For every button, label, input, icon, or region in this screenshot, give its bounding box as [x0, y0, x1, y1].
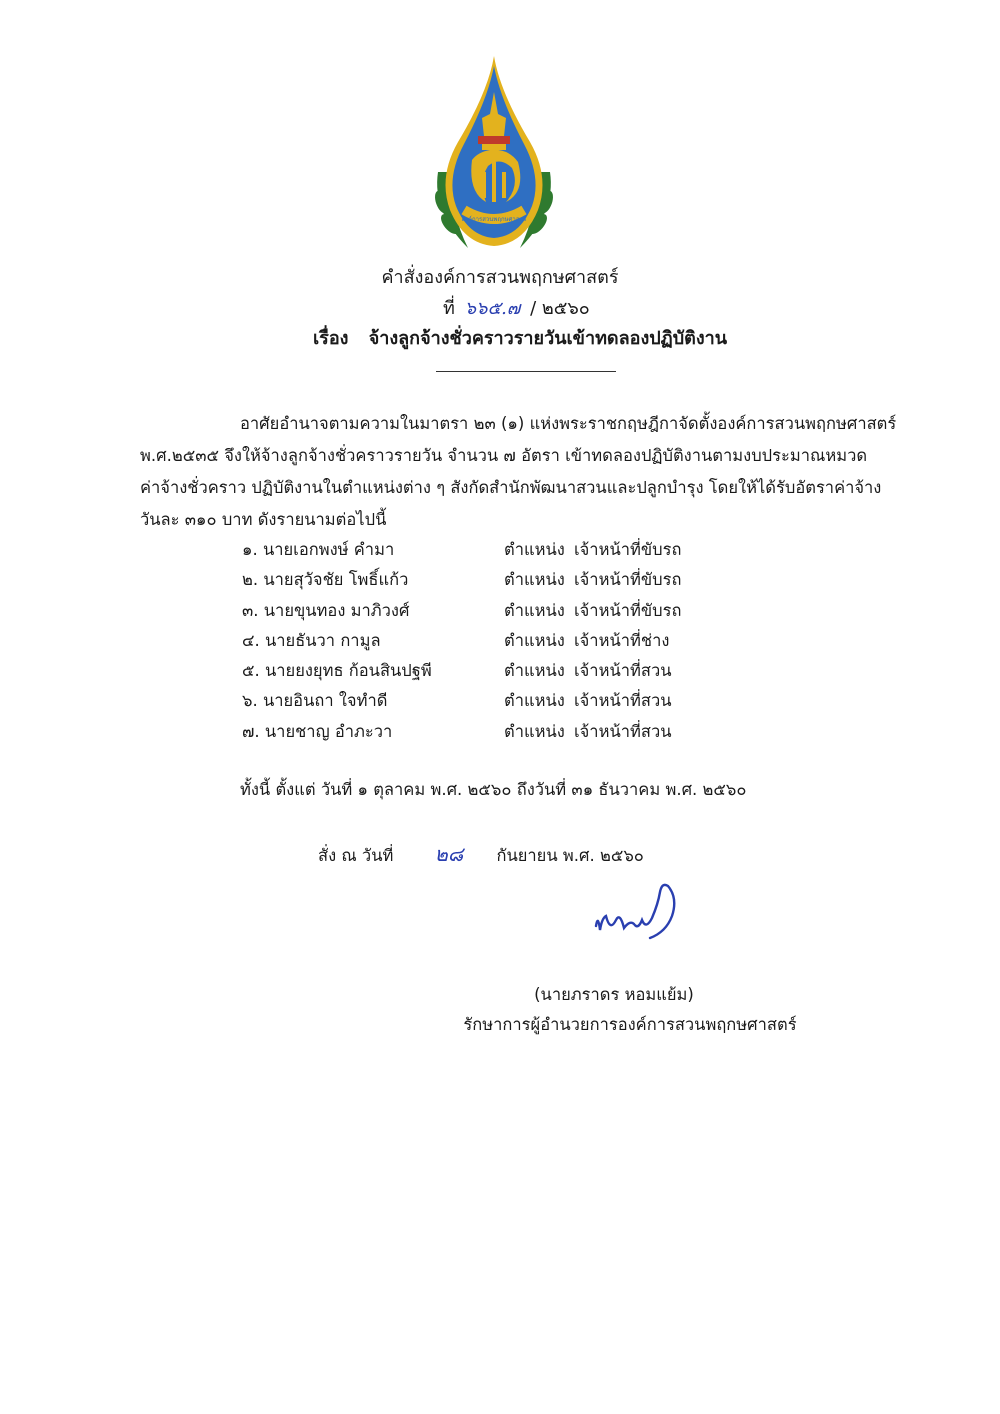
staff-name: ๕. นายยงยุทธ ก้อนสินปฐพี: [242, 661, 432, 681]
subject-text: จ้างลูกจ้างชั่วคราวรายวันเข้าทดลองปฏิบัติงาน: [368, 328, 728, 349]
body-line: อาศัยอำนาจตามความในมาตรา ๒๓ (๑) แห่งพระราชกฤษฎีกาจัดตั้งองค์การสวนพฤกษศาสตร์: [240, 414, 897, 433]
staff-name: ๔. นายธันวา กามูล: [242, 630, 381, 650]
body-paragraph: [140, 408, 920, 536]
order-date-prefix: สั่ง ณ วันที่: [318, 846, 394, 865]
position-label: ตำแหน่ง: [504, 570, 565, 590]
position-label: ตำแหน่ง: [504, 600, 565, 620]
position-label: ตำแหน่ง: [504, 721, 565, 741]
order-number-handwritten: ๖๖๕.๗: [464, 298, 521, 319]
document-title: คำสั่งองค์การสวนพฤกษศาสตร์: [381, 267, 619, 288]
employment-period: ทั้งนี้ ตั้งแต่ วันที่ ๑ ตุลาคม พ.ศ. ๒๕๖๐ ถึงวันที่ ๓๑ ธันวาคม พ.ศ. ๒๕๖๐: [240, 780, 747, 799]
staff-name: ๓. นายขุนทอง มาภิวงศ์: [242, 600, 410, 620]
staff-name: ๑. นายเอกพงษ์ คำมา: [242, 540, 395, 559]
order-number: [443, 293, 590, 322]
staff-position: เจ้าหน้าที่สวน: [574, 661, 672, 681]
order-number-prefix: ที่: [443, 298, 455, 319]
order-number-year: / ๒๕๖๐: [530, 298, 590, 319]
signature: [588, 874, 688, 954]
order-date-day-handwritten: ๒๘: [434, 842, 464, 866]
staff-position: เจ้าหน้าที่ขับรถ: [574, 570, 682, 590]
order-date-month-year: กันยายน พ.ศ. ๒๕๖๐: [496, 846, 644, 865]
position-label: ตำแหน่ง: [504, 661, 565, 681]
staff-name: ๒. นายสุวัจชัย โพธิ์แก้ว: [242, 570, 409, 590]
staff-position: เจ้าหน้าที่ช่าง: [574, 630, 670, 650]
position-label: ตำแหน่ง: [504, 540, 565, 559]
subject-line: [313, 323, 727, 352]
signer-title: รักษาการผู้อำนวยการองค์การสวนพฤกษศาสตร์: [463, 1015, 797, 1034]
body-line: ค่าจ้างชั่วคราว ปฏิบัติงานในตำแหน่งต่าง ๆ สังกัดสำนักพัฒนาสวนและปลูกบำรุง โดยให้ได้รับอัตราค่าจ้าง: [140, 478, 882, 497]
staff-position: เจ้าหน้าที่สวน: [574, 721, 672, 741]
emblem-text: องค์การสวนพฤกษศาสตร์: [461, 216, 527, 223]
staff-position: เจ้าหน้าที่ขับรถ: [574, 540, 682, 559]
staff-name: ๖. นายอินถา ใจทำดี: [242, 691, 388, 711]
signer-name: (นายภราดร หอมแย้ม): [534, 985, 694, 1004]
position-label: ตำแหน่ง: [504, 630, 565, 650]
staff-position: เจ้าหน้าที่สวน: [574, 691, 672, 711]
staff-position: เจ้าหน้าที่ขับรถ: [574, 600, 682, 620]
position-label: ตำแหน่ง: [504, 691, 565, 711]
staff-name: ๗. นายชาญ อำภะวา: [242, 721, 393, 741]
organization-emblem: [428, 52, 560, 258]
divider: [436, 371, 616, 372]
body-line: พ.ศ.๒๕๓๕ จึงให้จ้างลูกจ้างชั่วคราวรายวัน จำนวน ๗ อัตรา เข้าทดลองปฏิบัติงานตามงบประมาณหมวด: [140, 446, 868, 465]
body-line: วันละ ๓๑๐ บาท ดังรายนามต่อไปนี้: [140, 510, 387, 529]
order-date: [318, 838, 644, 870]
subject-label: เรื่อง: [313, 328, 349, 349]
